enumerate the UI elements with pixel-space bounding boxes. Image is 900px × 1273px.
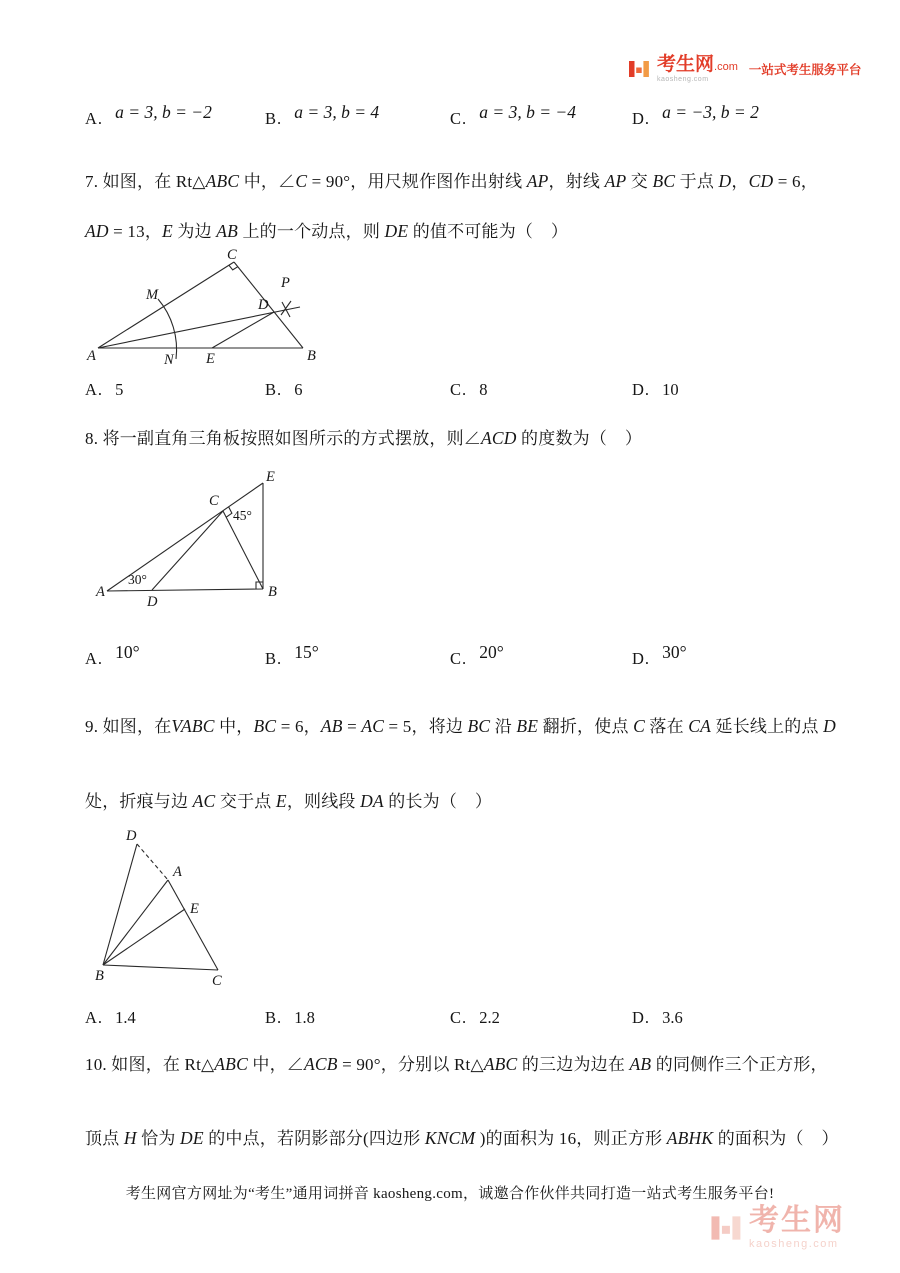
option-value: 1.8 bbox=[294, 1008, 315, 1027]
question-9-line-1: 9. 如图，在VABC 中，BC = 6，AB = AC = 5，将边 BC 沿 BE 翻折，使点 C 落在 CA 延长线上的点 D bbox=[85, 716, 837, 736]
question-7-line-2: AD = 13，E 为边 AB 上的一个动点，则 DE 的值不可能为（ ） bbox=[85, 221, 569, 241]
option-label: C. bbox=[450, 649, 468, 668]
question-9-line-2: 处，折痕与边 AC 交于点 E，则线段 DA 的长为（ ） bbox=[85, 791, 493, 811]
option-6-c bbox=[450, 102, 576, 129]
option-label: B. bbox=[265, 1008, 283, 1027]
option-value: 2.2 bbox=[479, 1008, 500, 1027]
vertex-label-e: E bbox=[206, 351, 215, 367]
option-value: 1.4 bbox=[115, 1008, 136, 1027]
segment-ba bbox=[103, 880, 168, 965]
vertex-label-d: D bbox=[258, 297, 269, 313]
ray-ap bbox=[98, 307, 300, 348]
option-value: 6 bbox=[294, 380, 303, 399]
option-8-b bbox=[265, 642, 319, 669]
vertex-label-b: B bbox=[268, 584, 277, 600]
option-label: C. bbox=[450, 109, 468, 128]
kaosheng-logo bbox=[628, 55, 861, 83]
vertex-label-b: B bbox=[307, 348, 316, 364]
option-7-a bbox=[85, 380, 123, 400]
option-label: A. bbox=[85, 109, 104, 128]
logo-tagline: 一站式考生服务平台 bbox=[748, 63, 862, 77]
question-10-line-1: 10. 如图，在 Rt△ABC 中，∠ACB = 90°，分别以 Rt△ABC 的三边为边在 AB 的同侧作三个正方形， bbox=[85, 1054, 828, 1074]
watermark-name: 考生网 bbox=[749, 1204, 845, 1237]
side-cb bbox=[234, 262, 303, 348]
option-7-d bbox=[632, 380, 679, 400]
question-7-line-1: 7. 如图，在 Rt△ABC 中，∠C = 90°，用尺规作图作出射线 AP，射线 AP 交 BC 于点 D，CD = 6， bbox=[85, 171, 818, 191]
figure-question-8 bbox=[95, 470, 285, 612]
figure-7-lines bbox=[98, 262, 303, 359]
page-footer: 考生网官方网址为“考生”通用词拼音 kaosheng.com，诚邀合作伙伴共同打造一站式考生服务平台! bbox=[125, 1186, 775, 1202]
option-8-a bbox=[85, 642, 140, 669]
segment-bd bbox=[103, 844, 137, 965]
option-label: C. bbox=[450, 1008, 468, 1027]
option-label: C. bbox=[450, 380, 468, 399]
logo-domain: .com bbox=[714, 61, 738, 73]
option-value: 5 bbox=[115, 380, 124, 399]
option-7-c bbox=[450, 380, 488, 400]
option-label: D. bbox=[632, 109, 651, 128]
option-label: B. bbox=[265, 380, 283, 399]
option-6-d bbox=[632, 102, 759, 129]
figure-7-labels bbox=[86, 247, 316, 368]
option-value: a = 3, b = 4 bbox=[294, 102, 380, 122]
vertex-label-c: C bbox=[227, 247, 237, 263]
option-label: A. bbox=[85, 1008, 104, 1027]
question-10-line-2: 顶点 H 恰为 DE 的中点，若阴影部分(四边形 KNCM )的面积为 16，则正方形 ABHK 的面积为（ ） bbox=[85, 1128, 839, 1148]
watermark-text-block bbox=[749, 1206, 845, 1250]
option-label: D. bbox=[632, 380, 651, 399]
option-value: 20° bbox=[479, 642, 504, 662]
option-value: 8 bbox=[479, 380, 488, 399]
option-9-d bbox=[632, 1008, 683, 1028]
option-6-b bbox=[265, 102, 380, 129]
kaosheng-watermark-icon bbox=[710, 1212, 742, 1244]
option-value: a = 3, b = −4 bbox=[479, 102, 576, 122]
watermark-subtext: kaosheng.com bbox=[749, 1238, 839, 1250]
option-value: 10° bbox=[115, 642, 140, 662]
angle-label-45: 45° bbox=[233, 508, 252, 523]
option-label: B. bbox=[265, 649, 283, 668]
side-ab bbox=[107, 589, 263, 591]
option-value: 30° bbox=[662, 642, 687, 662]
option-label: A. bbox=[85, 649, 104, 668]
kaosheng-watermark bbox=[710, 1206, 845, 1250]
option-8-c bbox=[450, 642, 504, 669]
option-9-c bbox=[450, 1008, 500, 1028]
option-7-b bbox=[265, 380, 303, 400]
segment-cd bbox=[152, 511, 223, 590]
vertex-label-p: P bbox=[281, 275, 290, 291]
side-ac bbox=[98, 262, 234, 348]
vertex-label-a: A bbox=[173, 864, 182, 880]
option-6-a bbox=[85, 102, 212, 129]
option-label: A. bbox=[85, 380, 104, 399]
option-label: D. bbox=[632, 649, 651, 668]
vertex-label-e: E bbox=[190, 901, 199, 917]
kaosheng-logo-icon bbox=[628, 58, 650, 80]
logo-subtext: kaosheng.com bbox=[657, 76, 709, 83]
option-8-d bbox=[632, 642, 687, 669]
vertex-label-e: E bbox=[266, 469, 275, 485]
option-value: 3.6 bbox=[662, 1008, 683, 1027]
option-value: a = 3, b = −2 bbox=[115, 102, 212, 122]
side-ca bbox=[168, 880, 218, 970]
option-9-b bbox=[265, 1008, 315, 1028]
angle-label-30: 30° bbox=[128, 572, 147, 587]
vertex-label-a: A bbox=[87, 348, 96, 364]
side-bc bbox=[103, 965, 218, 970]
vertex-label-n: N bbox=[164, 352, 174, 368]
option-label: D. bbox=[632, 1008, 651, 1027]
vertex-label-a: A bbox=[96, 584, 105, 600]
segment-da-dashed bbox=[137, 844, 168, 880]
vertex-label-d: D bbox=[126, 828, 137, 844]
vertex-label-c: C bbox=[209, 493, 219, 509]
segment-be bbox=[103, 909, 185, 965]
figure-9-lines bbox=[103, 844, 218, 970]
logo-text-block bbox=[657, 55, 738, 83]
vertex-label-c: C bbox=[212, 973, 222, 989]
vertex-label-b: B bbox=[95, 968, 104, 984]
figure-question-7 bbox=[84, 249, 324, 371]
option-value: 15° bbox=[294, 642, 319, 662]
option-value: a = −3, b = 2 bbox=[662, 102, 759, 122]
option-9-a bbox=[85, 1008, 136, 1028]
option-label: B. bbox=[265, 109, 283, 128]
option-value: 10 bbox=[662, 380, 679, 399]
segment-de bbox=[212, 312, 274, 348]
logo-name: 考生网 bbox=[657, 54, 715, 75]
figure-question-9 bbox=[95, 828, 235, 992]
figure-9-labels bbox=[95, 828, 222, 989]
question-8-line-1: 8. 将一副直角三角板按照如图所示的方式摆放，则∠ACD 的度数为（ ） bbox=[85, 428, 643, 448]
vertex-label-d: D bbox=[147, 594, 158, 610]
vertex-label-m: M bbox=[146, 287, 159, 303]
